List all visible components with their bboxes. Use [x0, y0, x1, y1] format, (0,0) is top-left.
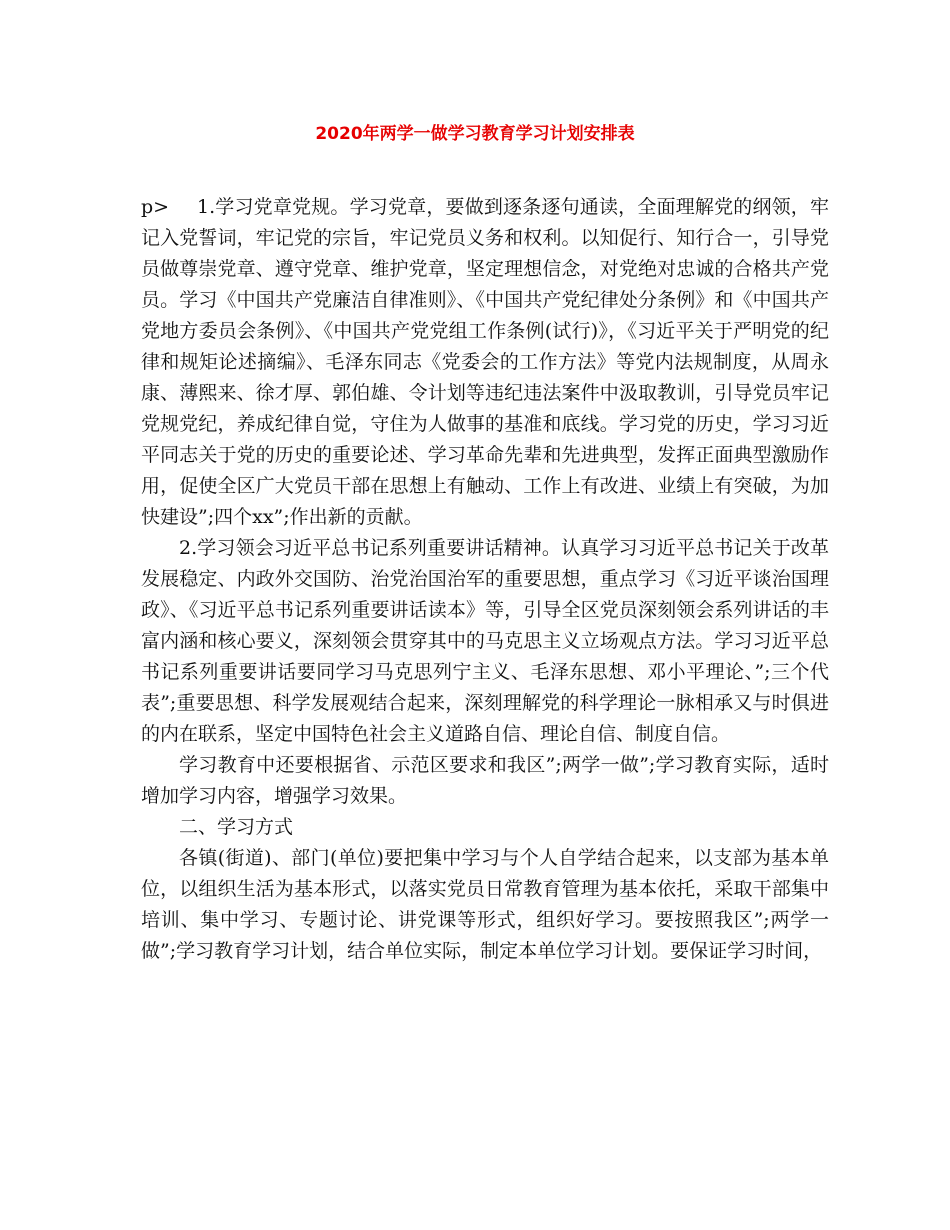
paragraph-additional-content: 学习教育中还要根据省、示范区要求和我区”;两学一做”;学习教育实际，适时增加学习内容，增强学习效果。	[141, 754, 829, 807]
paragraph-prefix: p>	[141, 196, 170, 218]
document-title: 2020年两学一做学习教育学习计划安排表	[315, 124, 635, 144]
paragraph-study-speeches: 2.学习领会习近平总书记系列重要讲话精神。认真学习习近平总书记关于改革发展稳定、内政外交国防、治党治国治军的重要思想，重点学习《习近平谈治国理政》、《习近平总书记系列重要讲话读本》等，引导全区党员深刻领会系列讲话的丰富内涵和核心要义，深刻领会贯穿其中的马克思主义立场观点方法。学习习近平总书记系列重要讲话要同学习马克思列宁主义、毛泽东思想、邓小平理论、”;三个代表”;重要思想、科学发展观结合起来，深刻理解党的科学理论一脉相承又与时俱进的内在联系，坚定中国特色社会主义道路自信、理论自信、制度自信。	[141, 537, 829, 745]
paragraph-study-method: 各镇(街道)、部门(单位)要把集中学习与个人自学结合起来，以支部为基本单位，以组织生活为基本形式，以落实党员日常教育管理为基本依托，采取干部集中培训、集中学习、专题讨论、讲党课等形式，组织好学习。要按照我区”;两学一做”;学习教育学习计划，结合单位实际，制定本单位学习计划。要保证学习时间，	[141, 847, 829, 962]
document-body	[141, 192, 829, 967]
paragraph-text: 1.学习党章党规。学习党章，要做到逐条逐句通读，全面理解党的纲领，牢记入党誓词，牢记党的宗旨，牢记党员义务和权利。以知促行、知行合一，引导党员做尊崇党章、遵守党章、维护党章，坚定理想信念，对党绝对忠诚的合格共产党员。学习《中国共产党廉洁自律准则》、《中国共产党纪律处分条例》和《中国共产党地方委员会条例》、《中国共产党党组工作条例(试行)》，《习近平关于严明党的纪律和规矩论述摘编》、毛泽东同志《党委会的工作方法》等党内法规制度，从周永康、薄熙来、徐才厚、郭伯雄、令计划等违纪违法案件中汲取教训，引导党员牢记党规党纪，养成纪律自觉，守住为人做事的基准和底线。学习党的历史，学习习近平同志关于党的历史的重要论述、学习革命先辈和先进典型，发挥正面典型激励作用，促使全区广大党员干部在思想上有触动、工作上有改进、业绩上有突破，为加快建设”;四个xx”;作出新的贡献。	[141, 196, 829, 528]
section-heading-study-method: 二、学习方式	[179, 816, 294, 838]
paragraph-study-party-constitution	[141, 192, 829, 533]
